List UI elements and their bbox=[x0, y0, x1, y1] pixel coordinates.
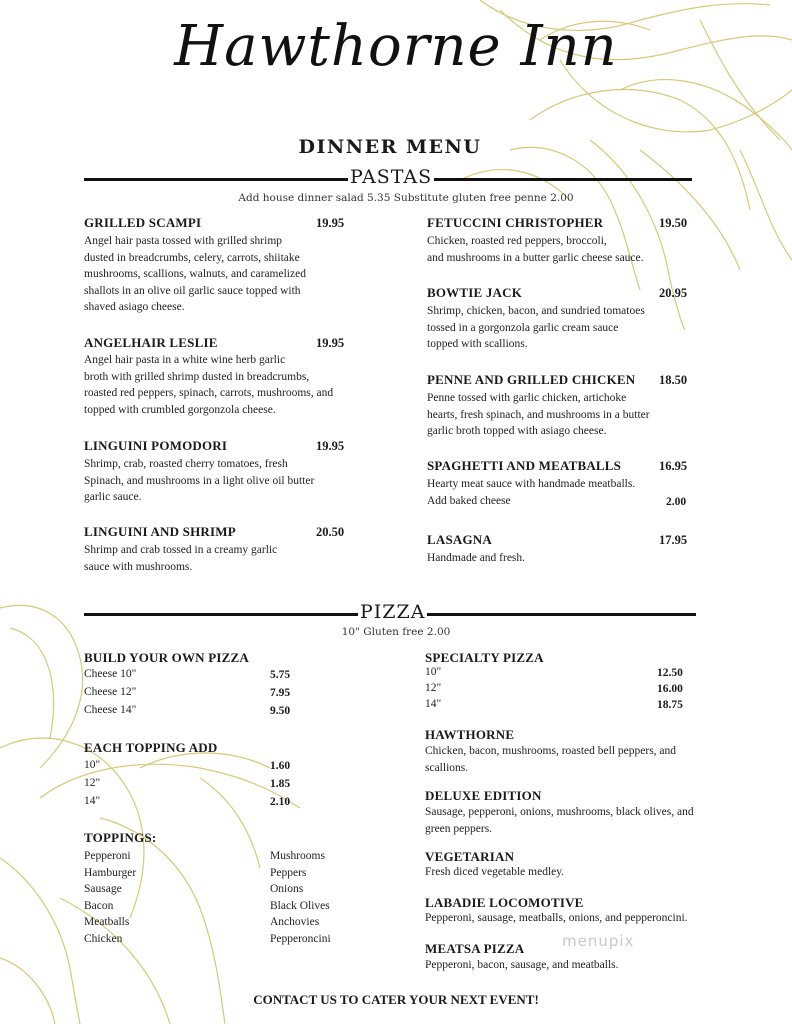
item-description: Penne tossed with garlic chicken, artichoke hearts, fresh spinach, and mushrooms in a butter garlic broth topped with asiago cheese. bbox=[427, 392, 650, 437]
item-description: Handmade and fresh. bbox=[427, 552, 526, 564]
item-price: 20.50 bbox=[316, 525, 345, 539]
restaurant-name: Hawthorne Inn bbox=[174, 14, 618, 79]
item-name: MEATSA PIZZA bbox=[425, 941, 525, 956]
pastas-note: Add house dinner salad 5.35 Substitute gluten free penne 2.00 bbox=[238, 192, 574, 204]
item-description: Fresh diced vegetable medley. bbox=[425, 866, 565, 878]
size-price: 7.95 bbox=[270, 687, 291, 699]
addon-price: 2.00 bbox=[666, 496, 687, 508]
item-name: LABADIE LOCOMOTIVE bbox=[425, 895, 584, 910]
item-description: Shrimp and crab tossed in a creamy garlic sauce with mushrooms. bbox=[84, 544, 278, 573]
size-label: 14" bbox=[84, 795, 101, 807]
item-description: Sausage, pepperoni, onions, mushrooms, black olives, and green peppers. bbox=[425, 806, 694, 835]
section-title: BUILD YOUR OWN PIZZA bbox=[84, 650, 249, 665]
footer-cta: CONTACT US TO CATER YOUR NEXT EVENT! bbox=[253, 992, 539, 1007]
item-price: 17.95 bbox=[659, 533, 688, 547]
item-price: 19.50 bbox=[659, 216, 688, 230]
pizza-note: 10" Gluten free 2.00 bbox=[341, 626, 451, 638]
size-label: 12" bbox=[425, 682, 442, 694]
size-price: 12.50 bbox=[657, 667, 683, 679]
size-label: 10" bbox=[84, 759, 101, 771]
item-name: GRILLED SCAMPI bbox=[84, 215, 202, 230]
size-price: 2.10 bbox=[270, 796, 291, 808]
item-name: HAWTHORNE bbox=[425, 727, 515, 742]
size-price: 16.00 bbox=[657, 683, 683, 695]
pizza-heading: PIZZA bbox=[360, 601, 426, 623]
item-description: Shrimp, crab, roasted cherry tomatoes, fresh Spinach, and mushrooms in a light olive oil butter garlic sauce. bbox=[84, 458, 315, 503]
item-name: DELUXE EDITION bbox=[425, 788, 542, 803]
item-price: 19.95 bbox=[316, 336, 345, 350]
toppings-column-2: Mushrooms Peppers Onions Black Olives Anchovies Pepperoncini bbox=[270, 850, 331, 945]
item-name: SPAGHETTI AND MEATBALLS bbox=[427, 458, 622, 473]
item-description: Chicken, bacon, mushrooms, roasted bell peppers, and scallions. bbox=[425, 745, 677, 774]
size-label: Cheese 14" bbox=[84, 704, 137, 716]
item-name: BOWTIE JACK bbox=[427, 285, 523, 300]
item-description: Chicken, roasted red peppers, broccoli, and mushrooms in a butter garlic cheese sauce. bbox=[427, 235, 644, 264]
size-price: 9.50 bbox=[270, 705, 291, 717]
item-price: 19.95 bbox=[316, 216, 345, 230]
item-description: Pepperoni, bacon, sausage, and meatballs. bbox=[425, 959, 619, 971]
item-name: FETUCCINI CHRISTOPHER bbox=[427, 215, 604, 230]
section-title: SPECIALTY PIZZA bbox=[425, 650, 544, 665]
watermark: menupix bbox=[562, 932, 635, 950]
item-description: Hearty meat sauce with handmade meatballs. bbox=[427, 478, 636, 490]
section-title: EACH TOPPING ADD bbox=[84, 740, 218, 755]
size-price: 18.75 bbox=[657, 699, 683, 711]
size-label: 10" bbox=[425, 666, 442, 678]
size-label: Cheese 10" bbox=[84, 668, 137, 680]
toppings-column-1: Pepperoni Hamburger Sausage Bacon Meatballs Chicken bbox=[84, 850, 137, 945]
size-label: 14" bbox=[425, 698, 442, 710]
item-price: 20.95 bbox=[659, 286, 688, 300]
item-price: 16.95 bbox=[659, 459, 688, 473]
item-name: LASAGNA bbox=[427, 532, 492, 547]
addon-label: Add baked cheese bbox=[427, 495, 511, 507]
pastas-heading: PASTAS bbox=[350, 166, 433, 188]
item-name: LINGUINI AND SHRIMP bbox=[84, 524, 236, 539]
item-description: Angel hair pasta tossed with grilled shrimp dusted in breadcrumbs, celery, carrots, shiitake mushrooms, scallions, walnuts, and caramelized shallots in an olive oil garlic sauce topped with shaved asiago cheese. bbox=[84, 235, 306, 313]
size-price: 5.75 bbox=[270, 669, 291, 681]
section-title: TOPPINGS: bbox=[84, 830, 157, 845]
item-price: 19.95 bbox=[316, 439, 345, 453]
size-price: 1.85 bbox=[270, 778, 291, 790]
size-label: 12" bbox=[84, 777, 101, 789]
item-name: LINGUINI POMODORI bbox=[84, 438, 228, 453]
item-name: ANGELHAIR LESLIE bbox=[84, 335, 218, 350]
item-price: 18.50 bbox=[659, 373, 688, 387]
size-price: 1.60 bbox=[270, 760, 291, 772]
item-description: Pepperoni, sausage, meatballs, onions, and pepperoncini. bbox=[425, 912, 688, 924]
item-name: VEGETARIAN bbox=[425, 849, 515, 864]
size-label: Cheese 12" bbox=[84, 686, 137, 698]
item-description: Angel hair pasta in a white wine herb garlic broth with grilled shrimp dusted in breadcrumbs, roasted red peppers, spinach, carrots, mushrooms, and topped with crumbled gorgonzola cheese. bbox=[84, 354, 334, 416]
menu-title: DINNER MENU bbox=[298, 136, 482, 158]
item-name: PENNE AND GRILLED CHICKEN bbox=[427, 372, 636, 387]
item-description: Shrimp, chicken, bacon, and sundried tomatoes tossed in a gorgonzola garlic cream sauce topped with scallions. bbox=[427, 305, 645, 350]
